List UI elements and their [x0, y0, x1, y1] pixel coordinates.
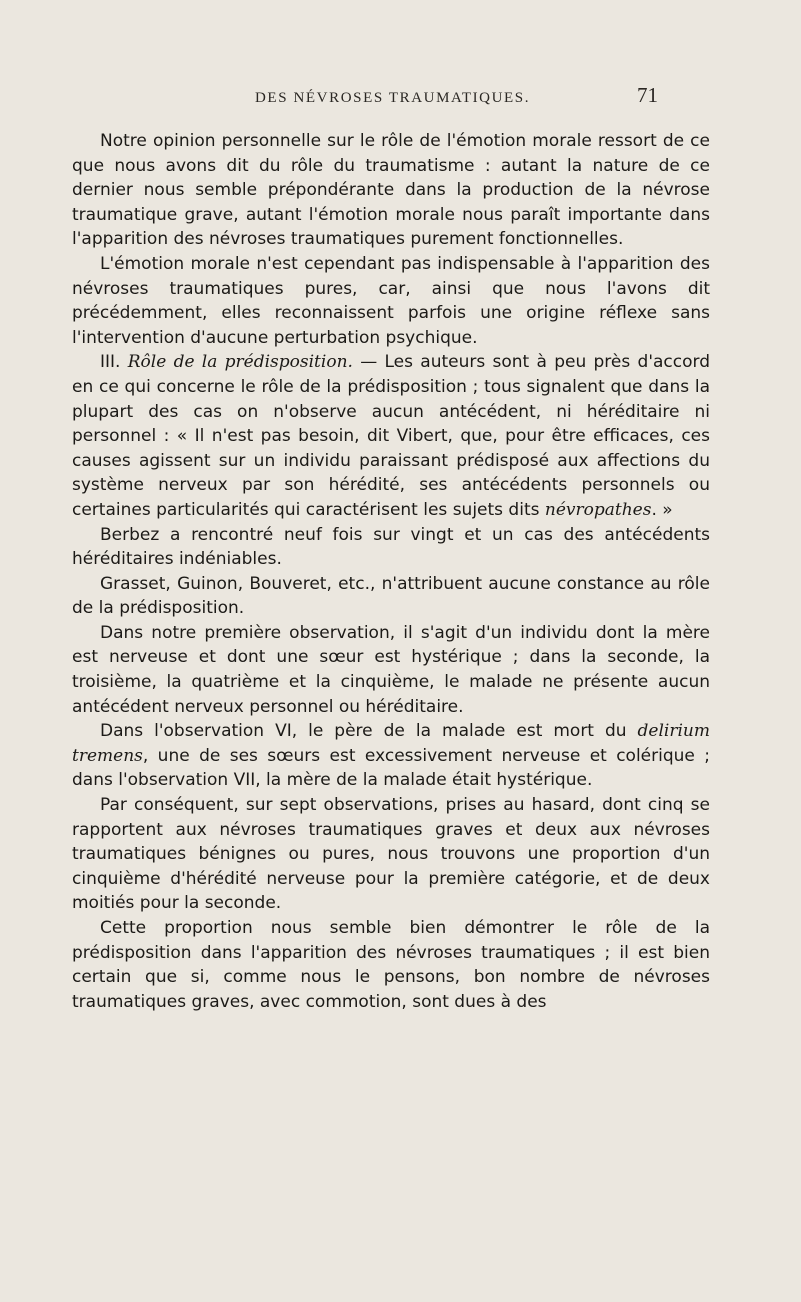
paragraph-4: Berbez a rencontré neuf fois sur vingt et un cas des antécédents héréditaires indéniables. — [72, 524, 710, 570]
paragraph-2: L'émotion morale n'est cependant pas indispensable à l'apparition des névroses traumatiques pures, car, ainsi que nous l'avons dit précédemment, elles reconnaissent parfois une origine réflexe sans l'intervention d'aucune perturbation psychique. — [72, 253, 710, 348]
paragraph-7-text-1: Dans l'observation VI, le père de la malade est mort du — [100, 721, 638, 742]
body-text — [72, 129, 710, 1014]
paragraph-3-text-2: . » — [651, 499, 673, 520]
running-title: DES NÉVROSES TRAUMATIQUES. — [255, 90, 531, 106]
page-number: 71 — [637, 83, 658, 107]
section-number: III. — [100, 352, 128, 373]
section-heading: Rôle de la prédisposition. — [127, 352, 353, 373]
paragraph-6: Dans notre première observation, il s'agit d'un individu dont la mère est nerveuse et dont une sœur est hystérique ; dans la seconde, la troisième, la quatrième et la cinquième, le malade ne présente aucun antécédent nerveux personnel ou héréditaire. — [72, 622, 710, 717]
paragraph-3 — [72, 350, 710, 522]
italic-term-delirium: delirium tremens — [72, 721, 710, 766]
paragraph-1: Notre opinion personnelle sur le rôle de l'émotion morale ressort de ce que nous avons dit du rôle du traumatisme : autant la nature de ce dernier nous semble prépondérante dans la production de la névrose traumatique grave, autant l'émotion morale nous paraît importante dans l'apparition des névroses traumatiques purement fonctionnelles. — [72, 131, 710, 250]
paragraph-3-text-1: — Les auteurs sont à peu près d'accord en ce qui concerne le rôle de la prédisposition ; tous signalent que dans la plupart des cas on n'observe aucun antécédent, ni héréditaire ni personnel : « Il n'est pas besoin, dit Vibert, que, pour être efficaces, ces causes agissent sur un individu paraissant prédisposé aux affections du système nerveux par son hérédité, ses antécédents personnels ou certaines particularités qui caractérisent les sujets dits — [72, 352, 710, 520]
paragraph-7 — [72, 719, 710, 793]
italic-term-nevropathes: névropathes — [544, 499, 652, 520]
paragraph-9: Cette proportion nous semble bien démontrer le rôle de la prédisposition dans l'apparition des névroses traumatiques ; il est bien certain que si, comme nous le pensons, bon nombre de névroses traumatiques graves, avec commotion, sont dues à des — [72, 918, 710, 1012]
paragraph-8: Par conséquent, sur sept observations, prises au hasard, dont cinq se rapportent aux névroses traumatiques graves et deux aux névroses traumatiques bénignes ou pures, nous trouvons une proportion d'un cinquième d'hérédité nerveuse pour la première catégorie, et de deux moitiés pour la seconde. — [72, 795, 710, 914]
paragraph-5: Grasset, Guinon, Bouveret, etc., n'attribuent aucune constance au rôle de la prédisposition. — [72, 573, 710, 619]
paragraph-7-text-2: , une de ses sœurs est excessivement nerveuse et colérique ; dans l'observation VII, la mère de la malade était hystérique. — [72, 745, 710, 791]
